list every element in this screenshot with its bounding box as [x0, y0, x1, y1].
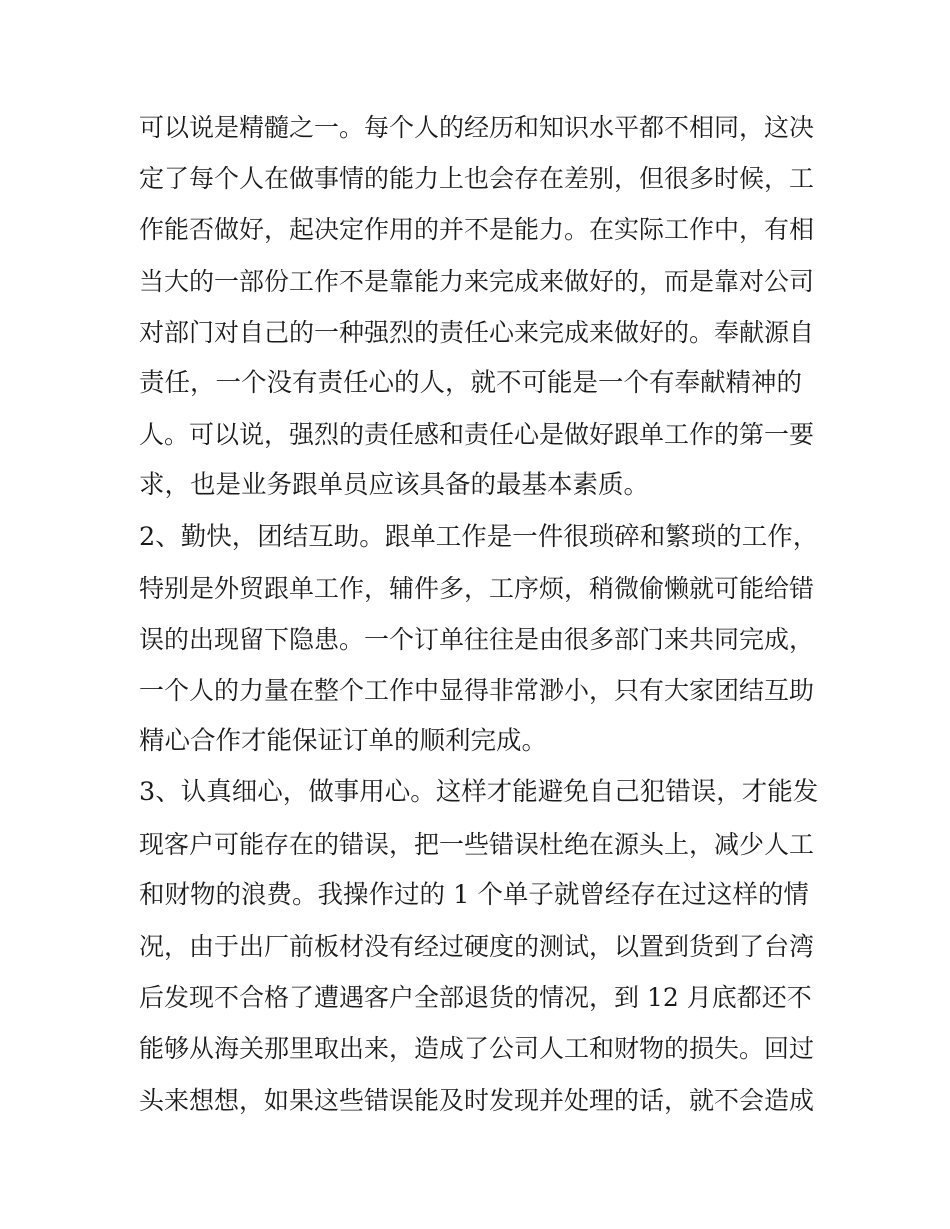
text-line: 可以说是精髓之一。每个人的经历和知识水平都不相同，这决: [139, 113, 815, 142]
text-line: 能够从海关那里取出来，造成了公司人工和财物的损失。回过: [139, 1034, 815, 1064]
text-line: 精心合作才能保证订单的顺利完成。: [139, 726, 548, 757]
text-line: 现客户可能存在的错误，把一些错误杜绝在源头上，减少人工: [139, 829, 815, 859]
text-line: 作能否做好，起决定作用的并不是能力。在实际工作中，有相: [139, 215, 815, 245]
text-line: 求，也是业务跟单员应该具备的最基本素质。: [139, 470, 650, 501]
text-line: 况，由于出厂前板材没有经过硬度的测试，以置到货到了台湾: [139, 932, 815, 961]
text-line: 误的出现留下隐患。一个订单往往是由很多部门来共同完成，: [139, 624, 815, 654]
text-line: 人。可以说，强烈的责任感和责任心是做好跟单工作的第一要: [139, 420, 815, 450]
text-line: 特别是外贸跟单工作，辅件多，工序烦，稍微偷懒就可能给错: [139, 573, 815, 603]
body-text: [139, 102, 819, 1126]
text-line: 对部门对自己的一种强烈的责任心来完成来做好的。奉献源自: [139, 317, 815, 347]
text-line: 头来想想，如果这些错误能及时发现并处理的话，就不会造成: [139, 1085, 815, 1115]
text-line: 责任，一个没有责任心的人，就不可能是一个有奉献精神的: [139, 367, 803, 398]
text-line: 当大的一部份工作不是靠能力来完成来做好的，而是靠对公司: [139, 266, 815, 296]
text-line: 一个人的力量在整个工作中显得非常渺小，只有大家团结互助: [139, 676, 815, 706]
text-line: 和财物的浪费。我操作过的 1 个单子就曾经存在过这样的情: [139, 879, 809, 910]
text-line: 后发现不合格了遭遇客户全部退货的情况，到 12 月底都还不: [139, 983, 812, 1013]
text-line: 3、认真细心，做事用心。这样才能避免自己犯错误，才能发: [139, 777, 819, 808]
text-line: 2、勤快，团结互助。跟单工作是一件很琐碎和繁琐的工作，: [139, 521, 819, 552]
text-line: 定了每个人在做事情的能力上也会存在差别，但很多时候，工: [139, 164, 815, 194]
